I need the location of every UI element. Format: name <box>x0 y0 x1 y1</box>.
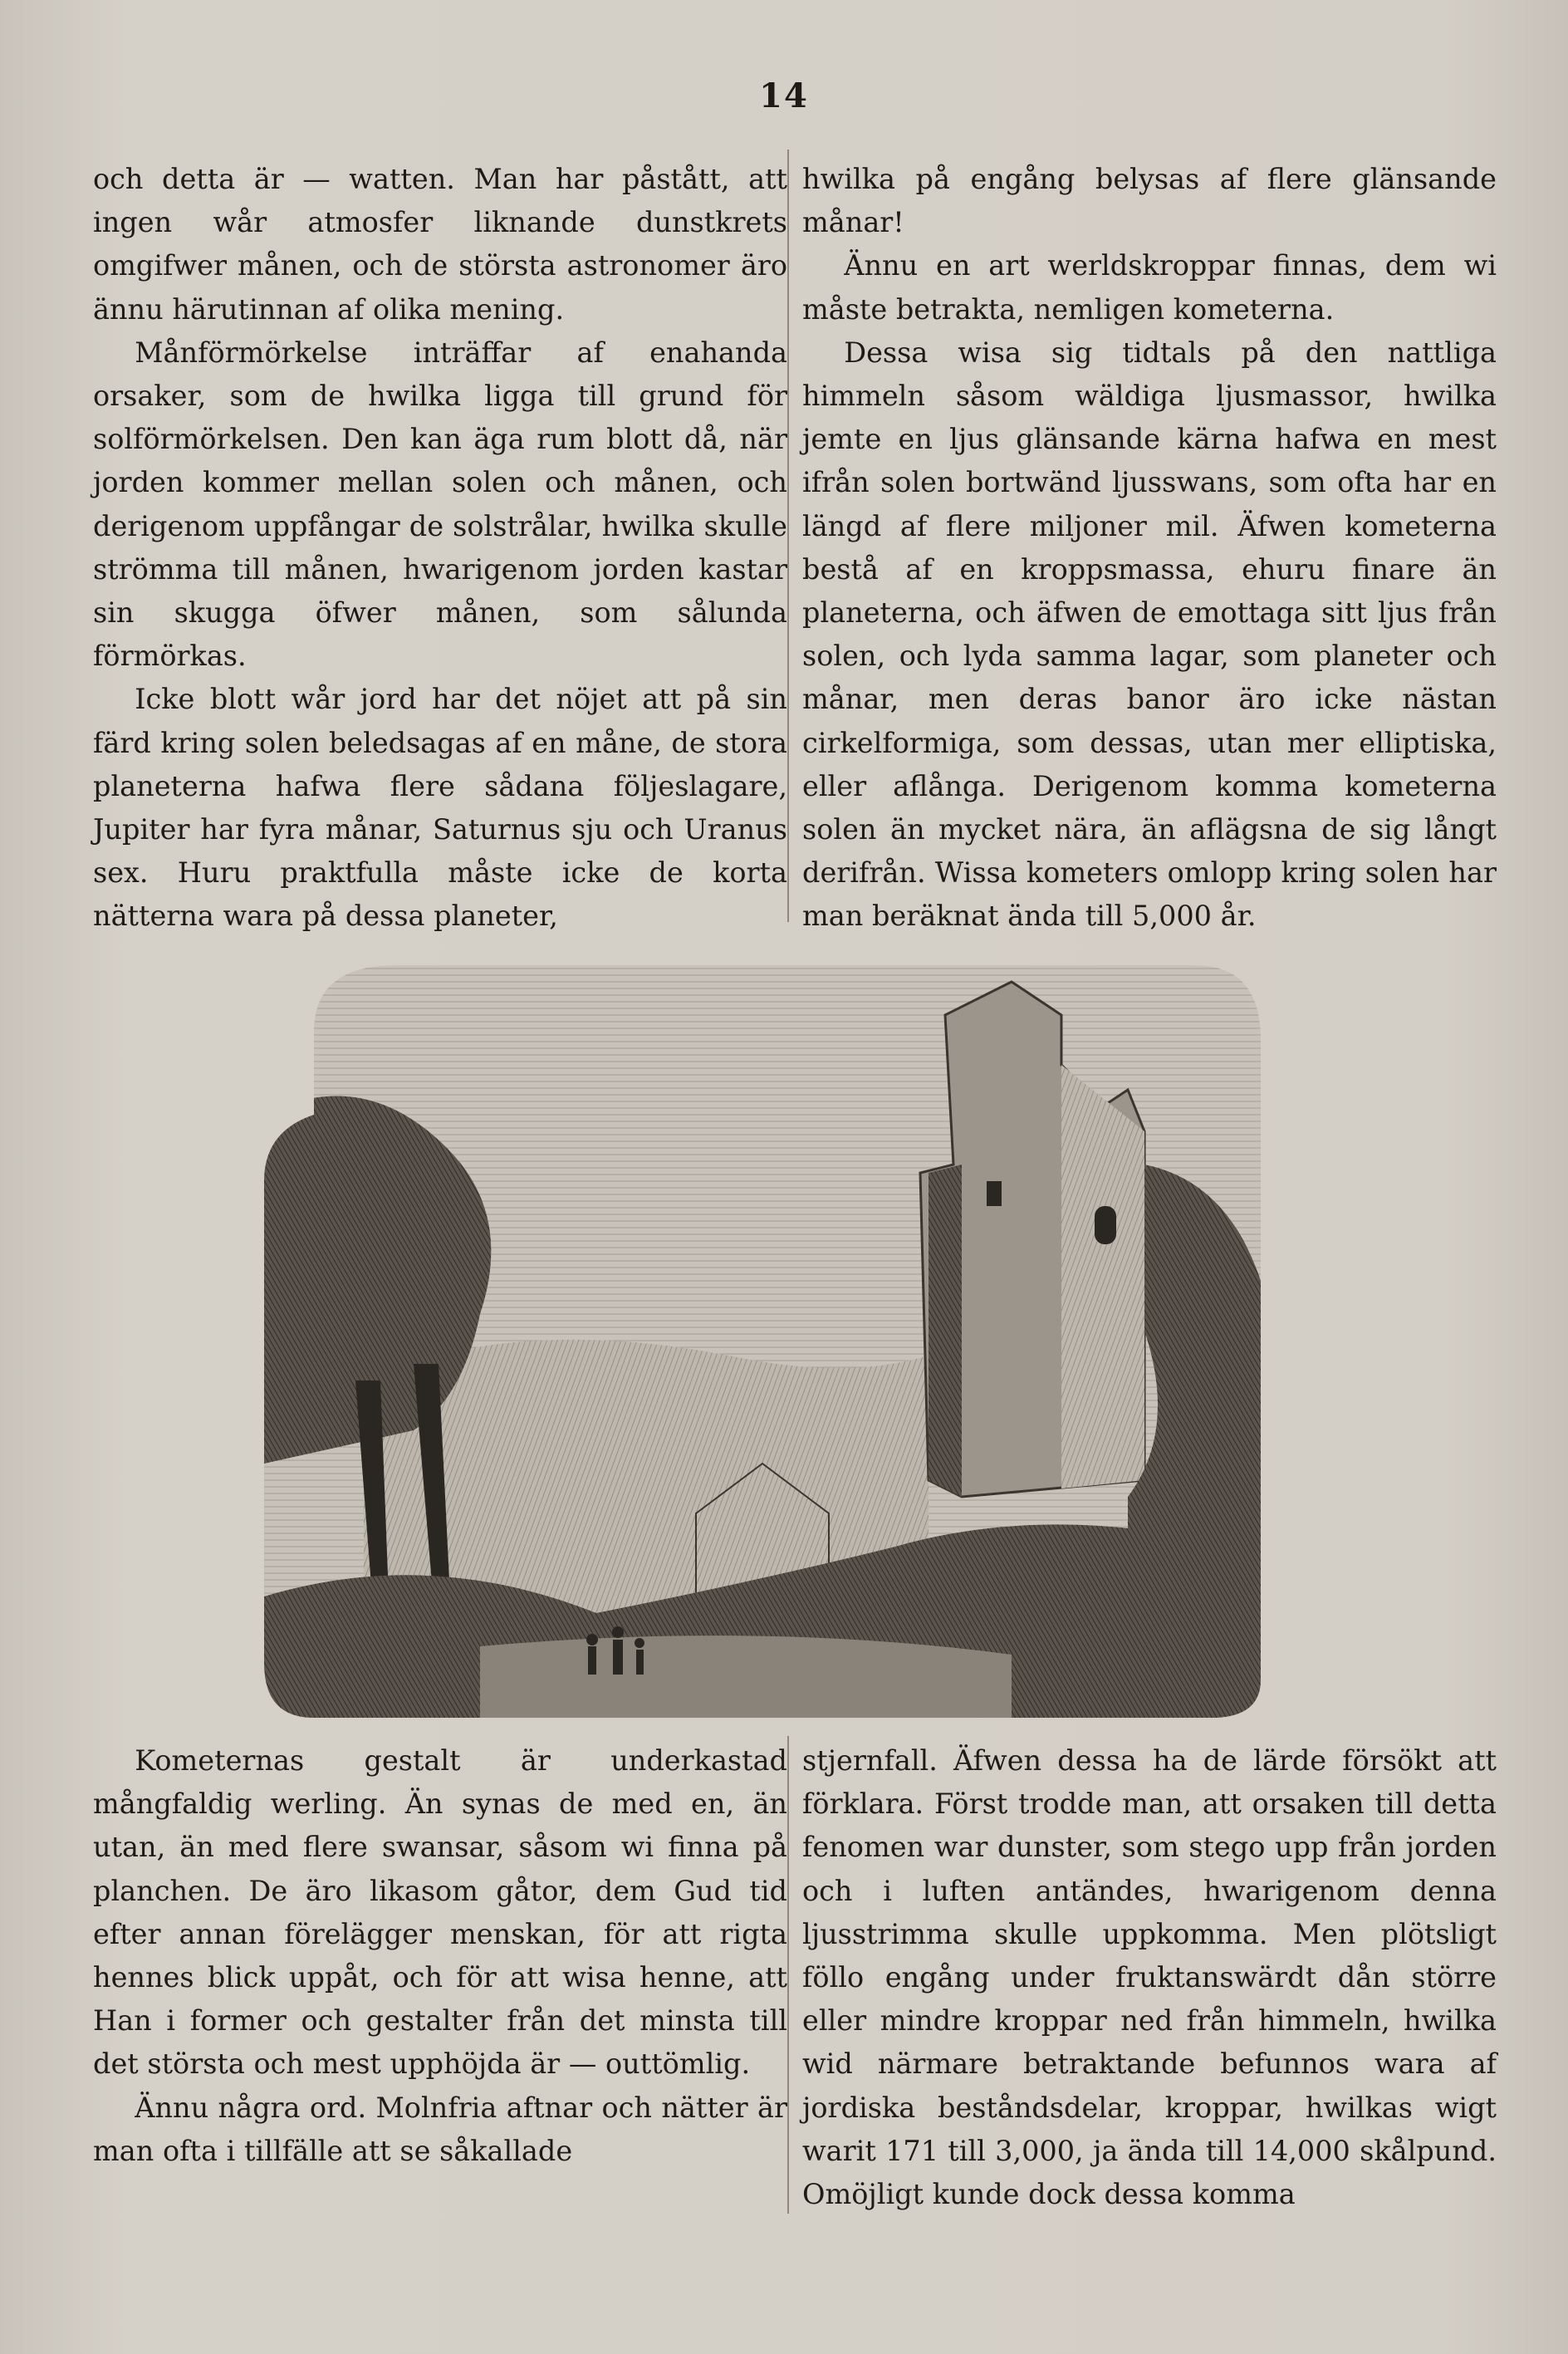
text-column-right-top <box>802 158 1497 939</box>
column-divider-bottom <box>787 1736 789 2214</box>
text-column-left-top <box>93 158 787 939</box>
paragraph: stjernfall. Äfwen dessa ha de lärde försökt att förklara. Först trodde man, att orsaken till detta fenomen war dunster, som stego upp från jorden och i luften antändes, hwarigenom denna ljusstrimma skulle uppkomma. Men plötsligt föllo engång under fruktanswärdt dån större eller mindre kroppar ned från himmeln, hwilka wid närmare betraktande befunnos wara af jordiska beståndsdelar, kroppar, hwilkas wigt warit 171 till 3,000, ja ända till 14,000 skålpund. Omöjligt kunde dock dessa komma <box>802 1744 1497 2211</box>
paragraph: och detta är — watten. Man har påstått, att ingen wår atmosfer liknande dunstkrets omgifwer månen, och de största astronomer äro ännu härutinnan af olika mening. <box>93 163 787 326</box>
text-column-left-bottom <box>93 1739 787 2173</box>
paragraph: Månförmörkelse inträffar af enahanda orsaker, som de hwilka ligga till grund för solförmörkelsen. Den kan äga rum blott då, när jorden kommer mellan solen och månen, och derigenom uppfångar de solstrålar, hwilka skulle strömma till månen, hwarigenom jorden kastar sin skugga öfwer månen, som sålunda förmörkas. <box>93 336 787 673</box>
castle-ruin-engraving <box>264 965 1311 1718</box>
text-column-right-bottom <box>802 1739 1497 2216</box>
paragraph: Icke blott wår jord har det nöjet att på sin färd kring solen beledsagas af en måne, de stora planeterna hafwa flere sådana följeslagare, Jupiter har fyra månar, Saturnus sju och Uranus sex. Huru praktfulla måste icke de korta nätterna wara på dessa planeter, <box>93 683 787 933</box>
paragraph: hwilka på engång belysas af flere glänsande månar! <box>802 163 1497 239</box>
column-divider-top <box>787 150 789 922</box>
engraving-scene <box>264 965 1311 1718</box>
page-number: 14 <box>759 76 809 115</box>
paragraph: Ännu några ord. Molnfria aftnar och nätter är man ofta i tillfälle att se såkallade <box>93 2091 787 2167</box>
paragraph: Kometernas gestalt är underkastad mångfaldig werling. Än synas de med en, än utan, än med flere swansar, såsom wi finna på planchen. De äro likasom gåtor, dem Gud tid efter annan förelägger menskan, för att rigta hennes blick uppåt, och för att wisa henne, att Han i former och gestalter från det minsta till det största och mest upphöjda är — outtömlig. <box>93 1744 787 2081</box>
paragraph: Dessa wisa sig tidtals på den nattliga himmeln såsom wäldiga ljusmassor, hwilka jemte en ljus glänsande kärna hafwa en mest ifrån solen bortwänd ljusswans, som ofta har en längd af flere miljoner mil. Äfwen kometerna bestå af en kroppsmassa, ehuru finare än planeterna, och äfwen de emottaga sitt ljus från solen, och lyda samma lagar, som planeter och månar, men deras banor äro icke nästan cirkelformiga, som dessas, utan mer elliptiska, eller aflånga. Derigenom komma kometerna solen än mycket nära, än aflägsna de sig långt derifrån. Wissa kometers omlopp kring solen har man beräknat ända till 5,000 år. <box>802 336 1497 933</box>
paragraph: Ännu en art werldskroppar finnas, dem wi måste betrakta, nemligen kometerna. <box>802 249 1497 326</box>
